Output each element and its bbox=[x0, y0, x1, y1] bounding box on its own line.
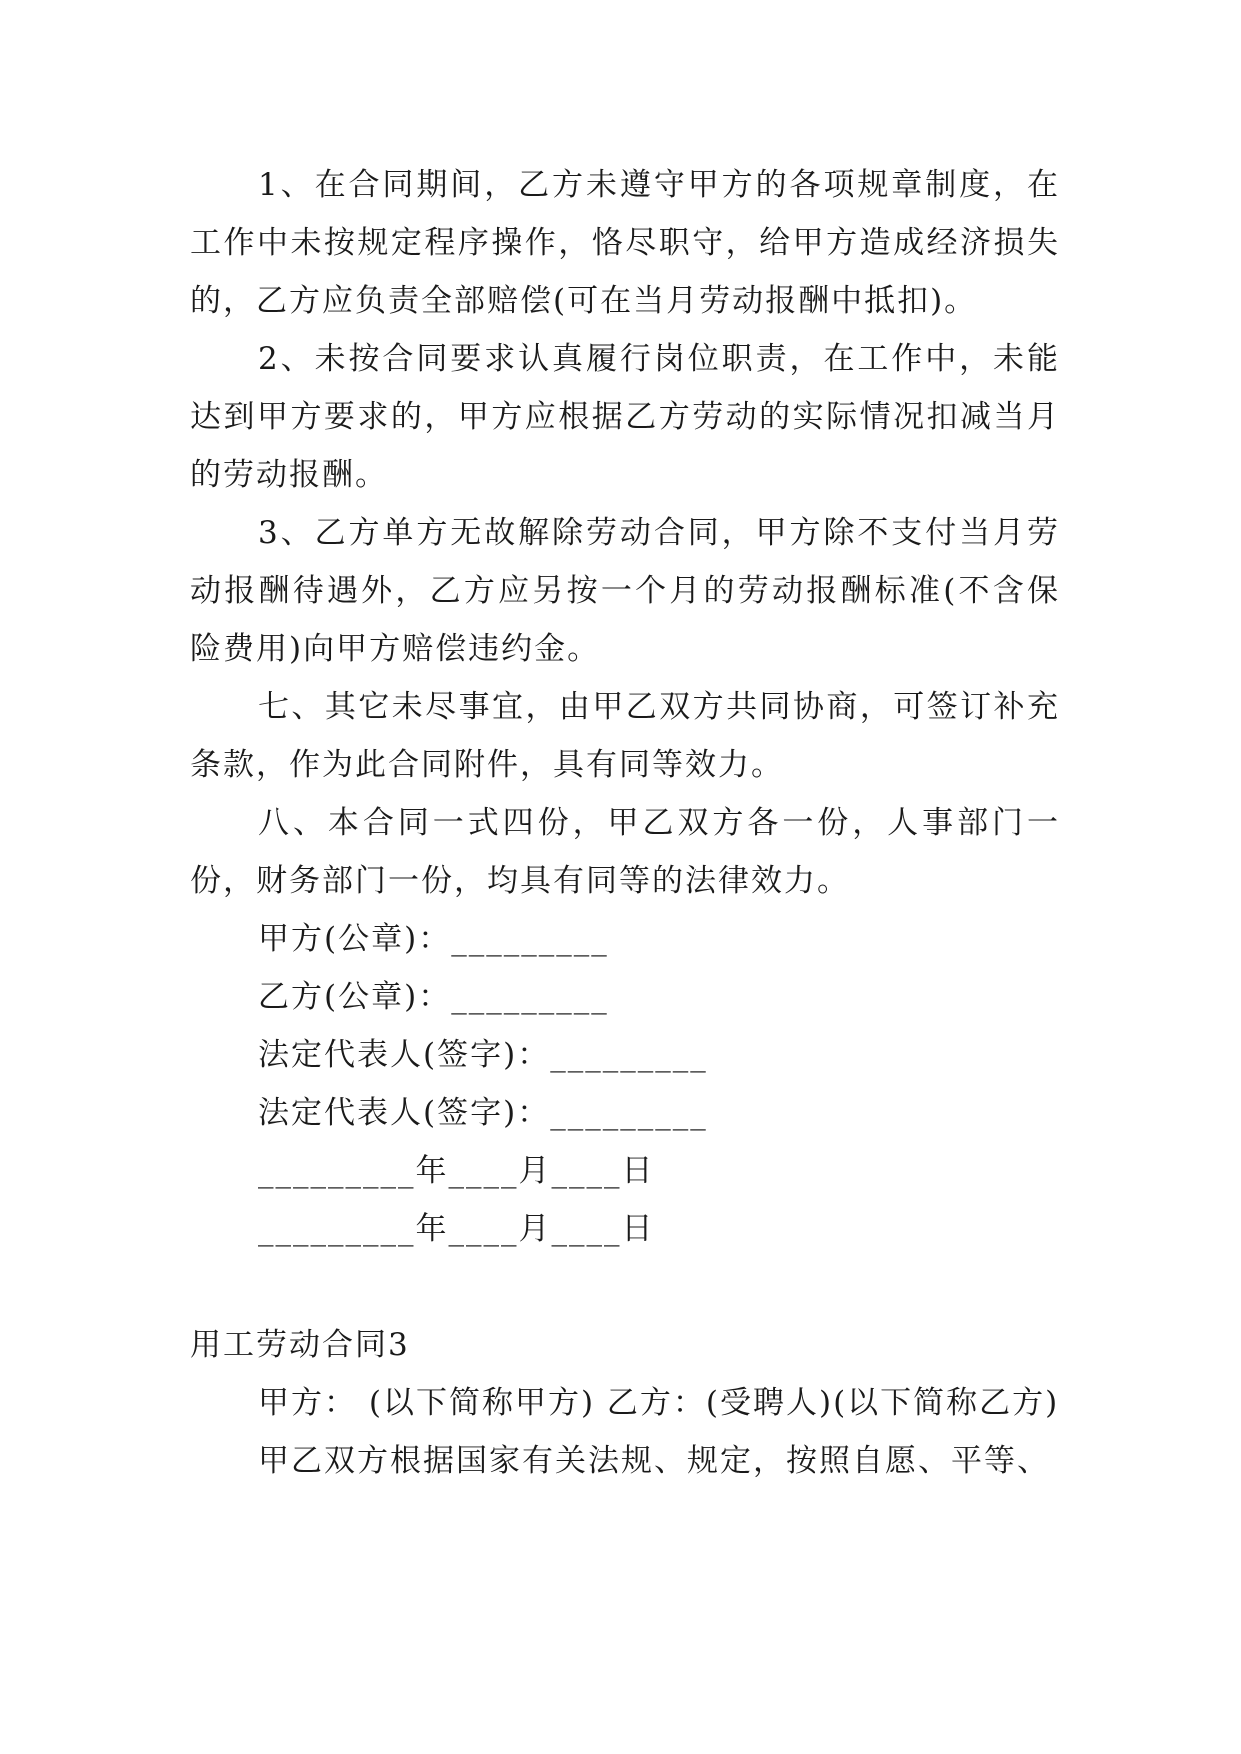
signature-legal-rep-1: 法定代表人(签字)：_________ bbox=[258, 1037, 708, 1073]
document-body bbox=[190, 156, 1060, 1490]
clause-paragraph-2: 2、未按合同要求认真履行岗位职责，在工作中，未能达到甲方要求的，甲方应根据乙方劳动的实际情况扣减当月的劳动报酬。 bbox=[190, 341, 1060, 493]
signature-party-a-seal: 甲方(公章)：_________ bbox=[258, 921, 609, 957]
section-intro-paragraph: 甲乙双方根据国家有关法规、规定，按照自愿、平等、 bbox=[258, 1443, 1050, 1479]
signature-date-1: _________年____月____日 bbox=[258, 1153, 655, 1189]
section-parties-paragraph: 甲方： (以下简称甲方) 乙方：(受聘人)(以下简称乙方) bbox=[258, 1385, 1060, 1421]
clause-paragraph-1: 1、在合同期间，乙方未遵守甲方的各项规章制度，在工作中未按规定程序操作，恪尽职守，给甲方造成经济损失的，乙方应负责全部赔偿(可在当月劳动报酬中抵扣)。 bbox=[190, 167, 1060, 319]
section-title: 用工劳动合同3 bbox=[190, 1327, 410, 1363]
clause-paragraph-8: 八、本合同一式四份，甲乙双方各一份，人事部门一份，财务部门一份，均具有同等的法律效力。 bbox=[190, 805, 1060, 899]
signature-legal-rep-2: 法定代表人(签字)：_________ bbox=[258, 1095, 708, 1131]
clause-paragraph-7: 七、其它未尽事宜，由甲乙双方共同协商，可签订补充条款，作为此合同附件，具有同等效力。 bbox=[190, 689, 1060, 783]
clause-paragraph-3: 3、乙方单方无故解除劳动合同，甲方除不支付当月劳动报酬待遇外，乙方应另按一个月的劳动报酬标准(不含保险费用)向甲方赔偿违约金。 bbox=[190, 515, 1060, 667]
signature-date-2: _________年____月____日 bbox=[258, 1211, 655, 1247]
signature-party-b-seal: 乙方(公章)：_________ bbox=[258, 979, 609, 1015]
